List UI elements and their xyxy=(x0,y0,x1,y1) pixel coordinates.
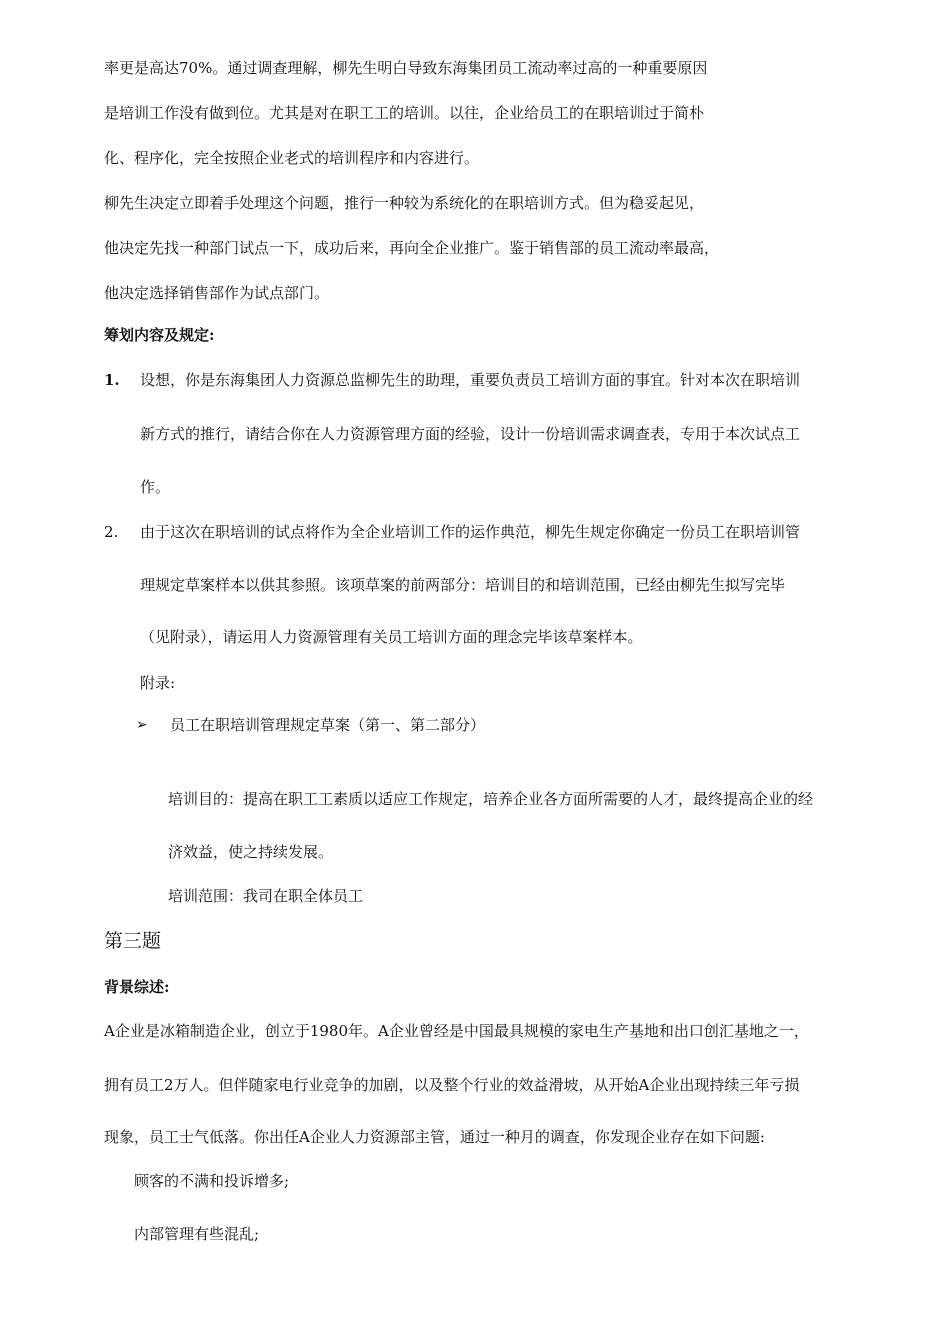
background-line-1: A企业是冰箱制造企业，创立于1980年。A企业曾经是中国最具规模的家电生产基地和出口创汇基地之一， xyxy=(104,1022,809,1040)
item-2-number: 2. xyxy=(104,523,119,541)
requirements-heading: 筹划内容及规定: xyxy=(104,326,215,344)
item-1-number: 1. xyxy=(104,371,120,389)
problem-item-1: 顾客的不满和投诉增多; xyxy=(134,1172,290,1190)
intro-line-3: 化、程序化，完全按照企业老式的培训程序和内容进行。 xyxy=(104,149,480,167)
background-heading: 背景综述: xyxy=(104,978,170,996)
item-2-line-2: 理规定草案样本以供其参照。该项草案的前两部分：培训目的和培训范围，已经由柳先生拟写完毕 xyxy=(140,576,786,594)
item-2-line-1: 由于这次在职培训的试点将作为全企业培训工作的运作典范，柳先生规定你确定一份员工在职培训管 xyxy=(140,523,801,541)
intro-line-6: 他决定选择销售部作为试点部门。 xyxy=(104,284,330,302)
intro-line-1: 率更是高达70%。通过调查理解，柳先生明白导致东海集团员工流动率过高的一种重要原因 xyxy=(104,59,708,77)
item-1-line-1: 设想，你是东海集团人力资源总监柳先生的助理，重要负责员工培训方面的事宜。针对本次在职培训 xyxy=(140,371,801,389)
purpose-line-1: 培训目的：提高在职工工素质以适应工作规定，培养企业各方面所需要的人才，最终提高企业的经 xyxy=(168,790,814,808)
scope-line: 培训范围：我司在职全体员工 xyxy=(168,887,364,905)
background-line-2: 拥有员工2万人。但伴随家电行业竞争的加剧，以及整个行业的效益滑坡，从开始A企业出现持续三年亏损 xyxy=(104,1076,800,1094)
item-1-line-2: 新方式的推行，请结合你在人力资源管理方面的经验，设计一份培训需求调查表，专用于本次试点工 xyxy=(140,425,801,443)
appendix-label: 附录: xyxy=(140,674,176,692)
intro-line-2: 是培训工作没有做到位。尤其是对在职工工的培训。以往，企业给员工的在职培训过于简朴 xyxy=(104,104,705,122)
item-1-line-3: 作。 xyxy=(140,478,171,496)
intro-line-5: 他决定先找一种部门试点一下，成功后来，再向全企业推广。鉴于销售部的员工流动率最高， xyxy=(104,239,720,257)
intro-line-4: 柳先生决定立即着手处理这个问题，推行一种较为系统化的在职培训方式。但为稳妥起见， xyxy=(104,194,705,212)
appendix-title: 员工在职培训管理规定草案（第一、第二部分） xyxy=(170,716,486,734)
purpose-line-2: 济效益，使之持续发展。 xyxy=(168,843,334,861)
background-line-3: 现象，员工士气低落。你出任A企业人力资源部主管，通过一种月的调查，你发现企业存在如下问题: xyxy=(104,1128,765,1146)
arrow-bullet-icon: ➢ xyxy=(136,717,148,733)
item-2-line-3: （见附录），请运用人力资源管理有关员工培训方面的理念完毕该草案样本。 xyxy=(140,628,643,646)
problem-item-2: 内部管理有些混乱; xyxy=(134,1225,260,1243)
section-3-title: 第三题 xyxy=(104,930,162,952)
